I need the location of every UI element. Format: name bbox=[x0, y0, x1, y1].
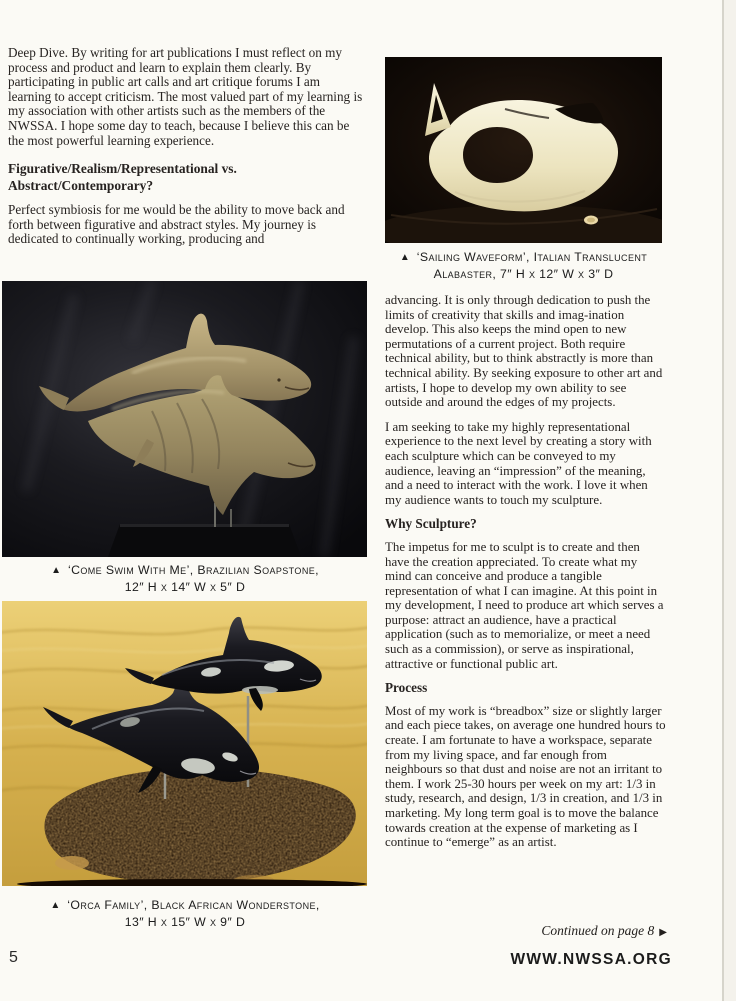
photo-sailing-waveform bbox=[385, 57, 662, 243]
page-number: 5 bbox=[9, 949, 18, 966]
continued-note: Continued on page 8 ▶ bbox=[541, 923, 667, 938]
paragraph: The impetus for me to sculpt is to create and then have the creation appreciated. To create what my mind can conceive and produce a tangible representation of what I can imagine. At this point in my development, I need to produce art which serves a purpose: attract an audience, have a practical application (such as to memorialize, or meet a need such as a commission), or serve as inspirational, attractive or functional public art. bbox=[385, 539, 664, 671]
paragraph: I am seeking to take my highly representational experience to the next level by creating a story with each sculpture which can be conveyed to my audience, leaving an “impression” of the meaning, and a need to interact with the work. I love it when my audience wants to touch my sculpture. bbox=[385, 419, 652, 507]
caption-marker-icon: ▲ bbox=[51, 565, 61, 576]
website-url: WWW.NWSSA.ORG bbox=[510, 951, 672, 968]
arrow-right-icon: ▶ bbox=[659, 927, 667, 938]
paragraph: Most of my work is “breadbox” size or slightly larger and each piece takes, on average one hundred hours to create. I am fortunate to have a workspace, separate from my living space, and far enough from neighbours so that dust and noise are not an irritant to them. I work 25-30 hours per week on my art: 1/3 in study, research, and design, 1/3 in creation, and 1/3 in marketing. My long term goal is to move the balance towards creation at the expense of marketing as I continue to “emerge” as an artist. bbox=[385, 703, 666, 850]
scan-right-margin bbox=[724, 0, 736, 1001]
scan-edge-line bbox=[722, 0, 724, 1001]
caption-come-swim: ▲ ‘Come Swim With Me’, Brazilian Soapstone, 12″ H x 14″ W x 5″ D bbox=[51, 563, 319, 594]
section-heading-why-sculpture: Why Sculpture? bbox=[385, 516, 477, 532]
section-heading-figurative: Figurative/Realism/Representational vs. Abstract/Contemporary? bbox=[8, 161, 237, 194]
caption-orca-family: ▲ ‘Orca Family’, Black African Wonderstone, 13″ H x 15″ W x 9″ D bbox=[50, 898, 320, 929]
caption-sailing-waveform: ▲ ‘Sailing Waveform’, Italian Translucent Alabaster, 7″ H x 12″ W x 3″ D bbox=[399, 250, 648, 281]
photo-orca-family bbox=[2, 601, 367, 886]
left-column bbox=[8, 46, 364, 257]
photo-come-swim-with-me bbox=[2, 281, 367, 557]
paragraph: Perfect symbiosis for me would be the ability to move back and forth between figurative and abstract styles. My journey is dedicated to continually working, producing and bbox=[8, 202, 345, 247]
section-heading-process: Process bbox=[385, 680, 428, 696]
caption-marker-icon: ▲ bbox=[399, 252, 410, 263]
paragraph: advancing. It is only through dedication to push the limits of creativity that skills and imag-ination develop. This also keeps the mind open to new permutations of a current project. Both require technical ability, but to think abstractly is more than technical ability. By seeking exposure to other art and artists, I hope to develop my own ability to see outside and around the edges of my projects. bbox=[385, 293, 663, 410]
caption-marker-icon: ▲ bbox=[50, 900, 61, 911]
paragraph: Deep Dive. By writing for art publications I must reflect on my process and product and learn to explain them clearly. By participating in public art calls and art critique forums I am learning to accept criticism. The most valued part of my learning is my association with other artists such as the members of the NWSSA. I hope some day to teach, because I believe this can be the most powerful learning experience. bbox=[8, 45, 363, 148]
right-column bbox=[385, 57, 666, 860]
